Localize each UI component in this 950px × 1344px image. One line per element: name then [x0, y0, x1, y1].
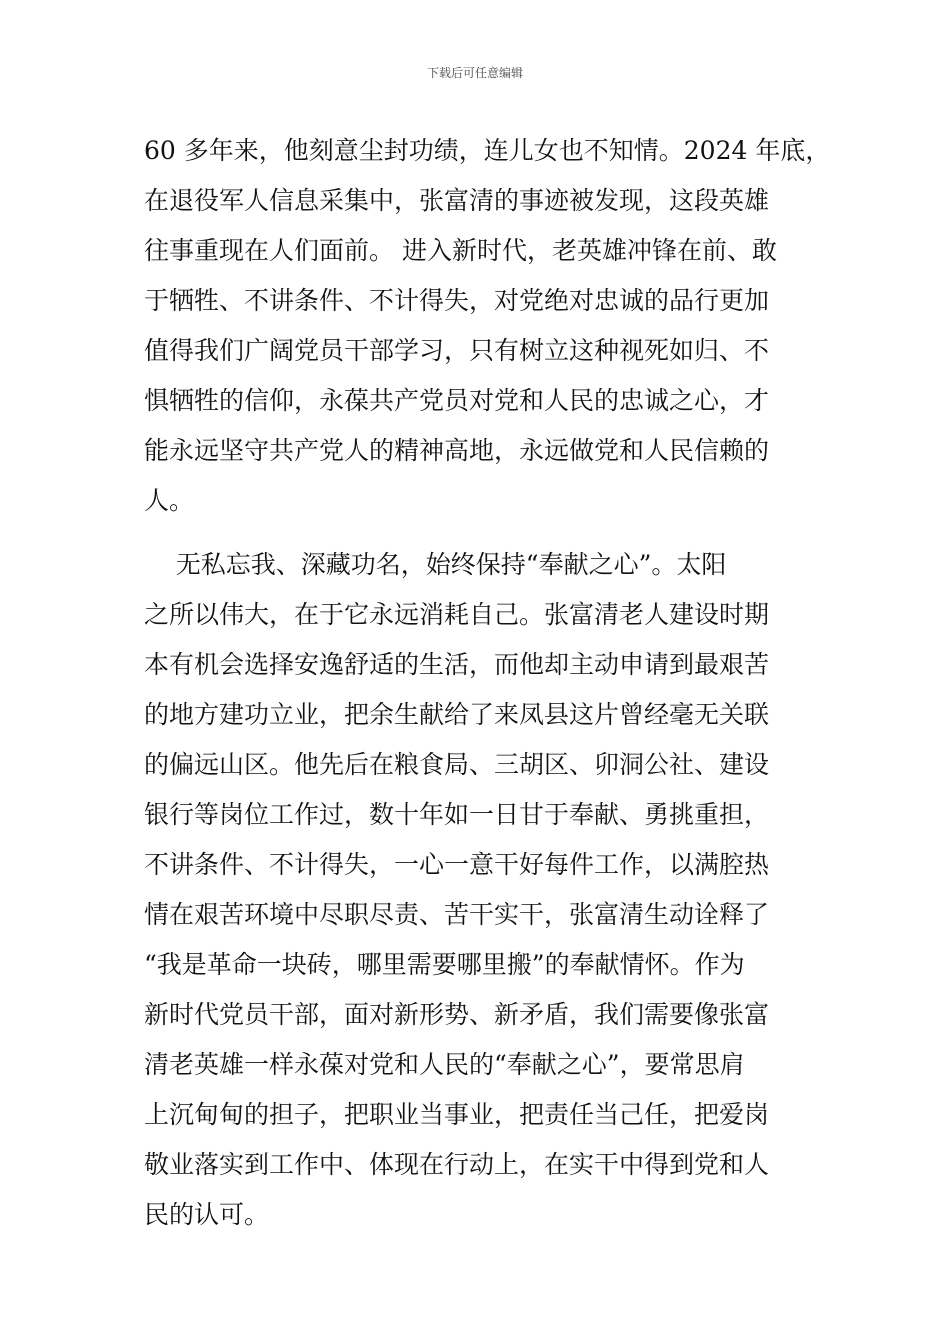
paragraph-gap: [144, 526, 809, 540]
text-line: 不讲条件、不计得失，一心一意干好每件工作，以满腔热: [144, 850, 770, 879]
text-line: 的地方建功立业，把余生献给了来凤县这片曾经毫无关联: [144, 700, 770, 729]
text-line: 之所以伟大，在于它永远消耗自己。张富清老人建设时期: [144, 600, 770, 629]
text-line: 敬业落实到工作中、体现在行动上，在实干中得到党和人: [144, 1150, 770, 1179]
text-line: 清老英雄一样永葆对党和人民的“奉献之心”，要常思肩: [144, 1050, 745, 1079]
text-line: 值得我们广阔党员干部学习，只有树立这种视死如归、不: [144, 336, 770, 365]
text-line: 在退役军人信息采集中，张富清的事迹被发现，这段英雄: [144, 186, 770, 215]
text-line: 民的认可。: [144, 1200, 270, 1229]
text-line: 于牺牲、不讲条件、不计得失，对党绝对忠诚的品行更加: [144, 286, 770, 315]
text-line: 上沉甸甸的担子，把职业当事业，把责任当己任，把爱岗: [144, 1100, 770, 1129]
paragraph-2: [144, 540, 809, 1240]
text-line: 能永远坚守共产党人的精神高地，永远做党和人民信赖的: [144, 436, 770, 465]
text-line: 60 多年来，他刻意尘封功绩，连儿女也不知情。2024 年底，: [144, 136, 831, 165]
text-line: 惧牺牲的信仰，永葆共产党员对党和人民的忠诚之心，才: [144, 386, 770, 415]
paragraph-1: [144, 126, 831, 526]
page-header: 下载后可任意编辑: [426, 66, 523, 80]
text-line: 情在艰苦环境中尽职尽责、苦干实干，张富清生动诠释了: [144, 900, 770, 929]
text-line: 新时代党员干部，面对新形势、新矛盾，我们需要像张富: [144, 1000, 770, 1029]
text-line: 本有机会选择安逸舒适的生活，而他却主动申请到最艰苦: [144, 650, 770, 679]
text-line: 的偏远山区。他先后在粮食局、三胡区、卯洞公社、建设: [144, 750, 770, 779]
text-line: “我是革命一块砖，哪里需要哪里搬”的奉献情怀。作为: [144, 950, 745, 979]
document-body: [144, 126, 831, 1240]
text-line: 银行等岗位工作过，数十年如一日甘于奉献、勇挑重担，: [144, 800, 770, 829]
text-line: 往事重现在人们面前。 进入新时代，老英雄冲锋在前、敢: [144, 236, 777, 265]
text-line: 人。: [144, 486, 195, 515]
text-line: 无私忘我、深藏功名，始终保持“奉献之心”。太阳: [144, 550, 727, 579]
